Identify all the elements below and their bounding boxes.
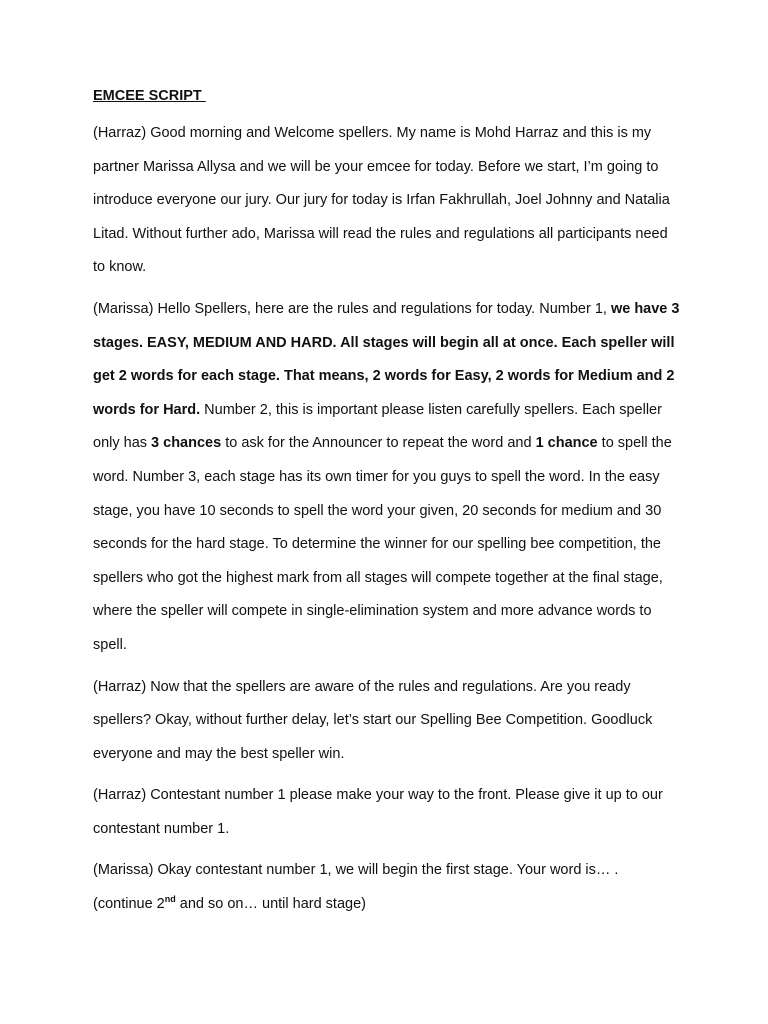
paragraph-text: to ask for the Announcer to repeat the word and (221, 435, 536, 452)
ordinal-superscript: nd (164, 894, 176, 905)
paragraph-harraz-contestant (93, 779, 683, 846)
paragraph-marissa-rules (93, 293, 683, 663)
paragraph-text: Number 2, this is important please listen carefully spellers. Each speller only has (93, 401, 662, 452)
paragraph-harraz-start (93, 671, 683, 772)
paragraph-text: (Marissa) Hello Spellers, here are the rules and regulations for today. Number 1, (93, 300, 611, 317)
paragraph-bold-text: 1 chance (535, 435, 598, 452)
paragraph-bold-text: we have 3 stages. EASY, MEDIUM AND HARD. All stages will begin all at once. Each speller will get 2 words for each stage. That means, 2 words for Easy, 2 words for Medium and 2 words for Hard. (93, 300, 680, 418)
paragraph-marissa-first-stage (93, 854, 683, 921)
document-body (93, 85, 683, 922)
paragraph-harraz-welcome (93, 117, 683, 285)
document-title: EMCEE SCRIPT (93, 88, 206, 104)
paragraph-text: to spell the word. Number 3, each stage has its own timer for you guys to spell the word. In the easy stage, you have 10 seconds to spell the word your given, 20 seconds for medium and 30 seconds for the hard stage. To determine the winner for our spelling bee competition, the spellers who got the highest mark from all stages will compete together at the final stage, where the speller will compete in single-elimination system and more advance words to spell. (93, 435, 672, 653)
paragraph-text: (Harraz) Contestant number 1 please make your way to the front. Please give it up to our contestant number 1. (93, 787, 663, 837)
paragraph-text: (continue 2 (93, 896, 165, 913)
paragraph-text: (Harraz) Now that the spellers are aware of the rules and regulations. Are you ready spellers? Okay, without further delay, let’s start our Spelling Bee Competition. Goodluck everyone and may the best speller win. (93, 678, 653, 762)
paragraph-text: and so on… until hard stage) (175, 896, 366, 913)
paragraph-bold-text: 3 chances (151, 435, 222, 452)
paragraph-text: (Marissa) Okay contestant number 1, we will begin the first stage. Your word is… . (93, 862, 619, 879)
paragraph-text: (Harraz) Good morning and Welcome spellers. My name is Mohd Harraz and this is my partner Marissa Allysa and we will be your emcee for today. Before we start, I’m going to introduce everyone our jury. Our jury for today is Irfan Fakhrullah, Joel Johnny and Natalia Litad. Without further ado, Marissa will read the rules and regulations all participants need to know. (93, 125, 670, 276)
